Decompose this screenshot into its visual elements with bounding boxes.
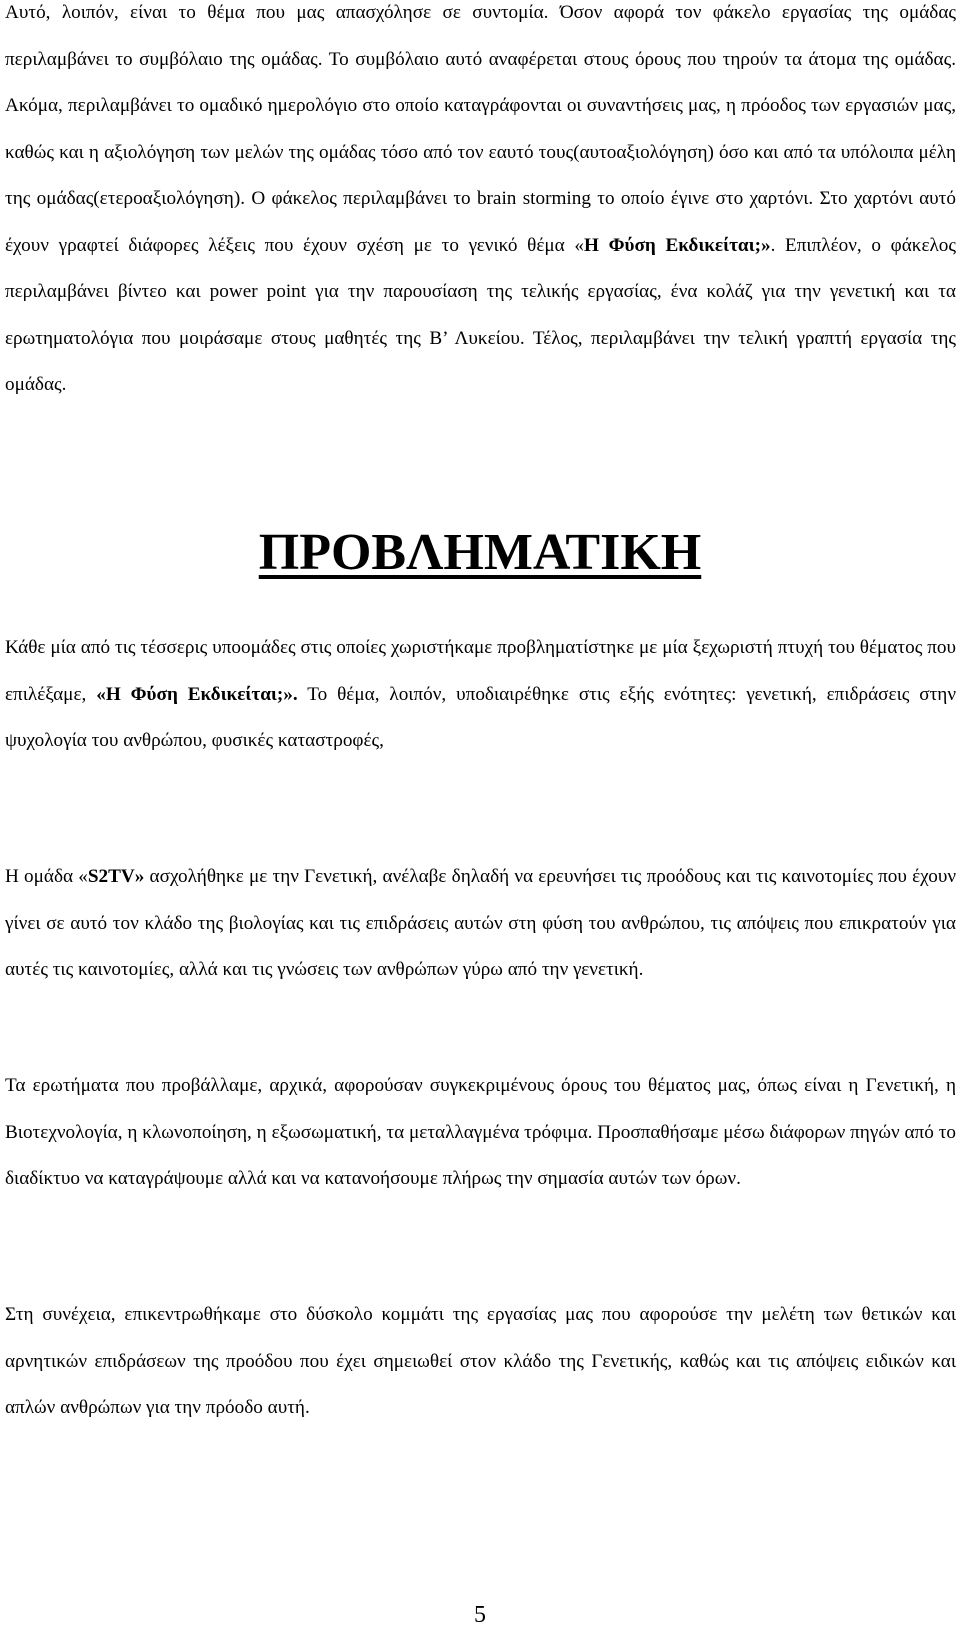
- page-number: 5: [474, 1602, 486, 1628]
- section-heading: ΠΡΟΒΛΗΜΑΤΙΚΗ: [258, 524, 702, 581]
- team-text-1: Η ομάδα «: [5, 866, 88, 887]
- team-text-2: ασχολήθηκε με την Γενετική, ανέλαβε δηλαδή να ερευνήσει τις προόδους και τις καινοτομίες που έχουν γίνει σε αυτό τον κλάδο της βιολογίας και τις επιδράσεις αυτών στη φύση του ανθρώπου, τις απόψεις που επικρατούν για αυτές τις καινοτομίες, αλλά και τις γνώσεις των ανθρώπων γύρω από την γενετική.: [5, 866, 956, 980]
- questions-paragraph: Τα ερωτήματα που προβάλλαμε, αρχικά, αφορούσαν συγκεκριμένους όρους του θέματος μας, όπως είναι η Γενετική, η Βιοτεχνολογία, η κλωνοποίηση, η εξωσωματική, τα μεταλλαγμένα τρόφιμα. Προσπαθήσαμε μέσω διάφορων πηγών από το διαδίκτυο να καταγράψουμε αλλά και να κατανοήσουμε πλήρως την σημασία αυτών των όρων.: [5, 1075, 956, 1189]
- intro-paragraph: [5, 0, 956, 409]
- intro-topic: Η Φύση Εκδικείται;»: [584, 234, 771, 256]
- problem-text-2: Το θέμα, λοιπόν, υποδιαιρέθηκε στις εξής ενότητες: γενετική, επιδράσεις στην ψυχολογία του ανθρώπου, φυσικές καταστροφές,: [5, 683, 957, 751]
- team-name: S2TV»: [87, 866, 145, 887]
- problem-paragraph: [5, 625, 956, 765]
- team-paragraph: [5, 854, 956, 994]
- problem-text-1: Κάθε μία από τις τέσσερις υποομάδες στις οποίες χωριστήκαμε προβληματίστηκε με μία ξεχωριστή πτυχή του θέματος που επιλέξαμε,: [5, 637, 956, 705]
- intro-text-1: Αυτό, λοιπόν, είναι το θέμα που μας απασχόλησε σε συντομία. Όσον αφορά τον φάκελο εργασίας της ομάδας περιλαμβάνει το συμβόλαιο της ομάδας. Το συμβόλαιο αυτό αναφέρεται στους όρους που τηρούν τα άτομα της ομάδας. Ακόμα, περιλαμβάνει το ομαδικό ημερολόγιο στο οποίο καταγράφονται οι συναντήσεις μας, η πρόοδος των εργασιών μας, καθώς και η αξιολόγηση των μελών της ομάδας τόσο από τον εαυτό τους(αυτοαξιολόγηση) όσο και από τα υπόλοιπα μέλη της ομάδας(ετεροαξιολόγηση). Ο φάκελος περιλαμβάνει το brain storming το οποίο έγινε στο χαρτόνι. Στο χαρτόνι αυτό έχουν γραφτεί διάφορες λέξεις που έχουν σχέση με το γενικό θέμα «: [5, 2, 956, 256]
- intro-text-2: . Επιπλέον, ο φάκελος περιλαμβάνει βίντεο και power point για την παρουσίαση της τελικής εργασίας, ένα κολάζ για την γενετική και τα ερωτηματολόγια που μοιράσαμε στους μαθητές της Β’ Λυκείου. Τέλος, περιλαμβάνει την τελική γραπτή εργασία της ομάδας.: [5, 234, 956, 395]
- focus-paragraph: Στη συνέχεια, επικεντρωθήκαμε στο δύσκολο κομμάτι της εργασίας μας που αφορούσε την μελέτη των θετικών και αρνητικών επιδράσεων της προόδου που έχει σημειωθεί στον κλάδο της Γενετικής, καθώς και τις απόψεις ειδικών και απλών ανθρώπων για την πρόοδο αυτή.: [5, 1304, 956, 1418]
- problem-topic: «Η Φύση Εκδικείται;».: [96, 683, 298, 705]
